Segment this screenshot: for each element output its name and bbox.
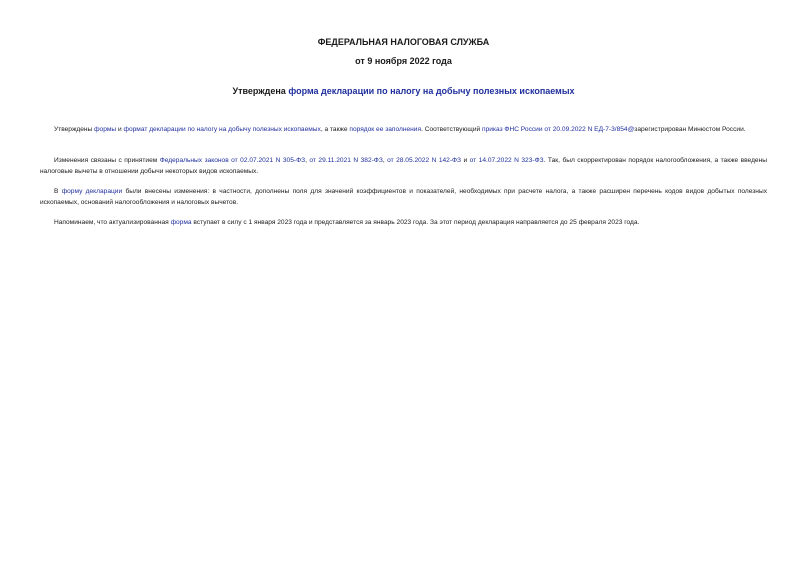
- text: В: [54, 188, 62, 195]
- text: Напоминаем, что актуализированная: [54, 219, 171, 226]
- headline: [0, 86, 807, 96]
- declaration-form-link[interactable]: форму декларации: [61, 188, 123, 195]
- order-link[interactable]: приказ ФНС России от 20.09.2022 N ЕД-7-3/854@: [482, 126, 635, 133]
- text: ,: [305, 157, 310, 164]
- paragraph-changes: [40, 187, 767, 208]
- text: . Так, был скорректирован порядок налогообложения, а также введены налоговые вычеты в отношении добычи некоторых видов ископаемых.: [40, 157, 767, 175]
- text: Утверждены: [54, 126, 95, 133]
- law-382-link[interactable]: от 29.11.2021 N 382-ФЗ: [309, 157, 383, 164]
- format-link[interactable]: формат декларации по налогу на добычу полезных ископаемых: [123, 126, 321, 133]
- paragraph-effective: [40, 218, 767, 229]
- agency-title: ФЕДЕРАЛЬНАЯ НАЛОГОВАЯ СЛУЖБА: [317, 37, 490, 47]
- text: были внесены изменения: в частности, дополнены поля для значений коэффициентов и показателей, необходимых при расчете налога, а также расширен перечень кодов видов добытых полезных ископаемых, оснований налогообложения и налоговых вычетов.: [40, 188, 767, 206]
- paragraph-laws: [40, 156, 767, 177]
- text: ,: [382, 157, 388, 164]
- headline-prefix: Утверждена: [232, 86, 289, 96]
- text: Изменения связаны с принятием: [54, 157, 160, 164]
- procedure-link[interactable]: порядок ее заполнения: [349, 126, 422, 133]
- text: . Соответствующий: [421, 126, 483, 133]
- paragraph-approval: [40, 125, 767, 136]
- text: , а также: [320, 126, 350, 133]
- document-date: от 9 ноября 2022 года: [355, 56, 452, 66]
- forms-link[interactable]: формы: [94, 126, 117, 133]
- text: и: [116, 126, 124, 133]
- text: вступает в силу с 1 января 2023 года и представляется за январь 2023 года. За этот период декларация направляется до 25 февраля 2023 года.: [191, 219, 640, 226]
- text: зарегистрирован Минюстом России.: [634, 126, 746, 133]
- updated-form-link[interactable]: форма: [170, 219, 192, 226]
- law-305-link[interactable]: Федеральных законов от 02.07.2021 N 305-ФЗ: [159, 157, 306, 164]
- law-323-link[interactable]: от 14.07.2022 N 323-ФЗ: [469, 157, 544, 164]
- headline-form-link[interactable]: форма декларации по налогу на добычу полезных ископаемых: [288, 86, 575, 96]
- law-142-link[interactable]: от 28.05.2022 N 142-ФЗ: [387, 157, 462, 164]
- text: и: [461, 157, 470, 164]
